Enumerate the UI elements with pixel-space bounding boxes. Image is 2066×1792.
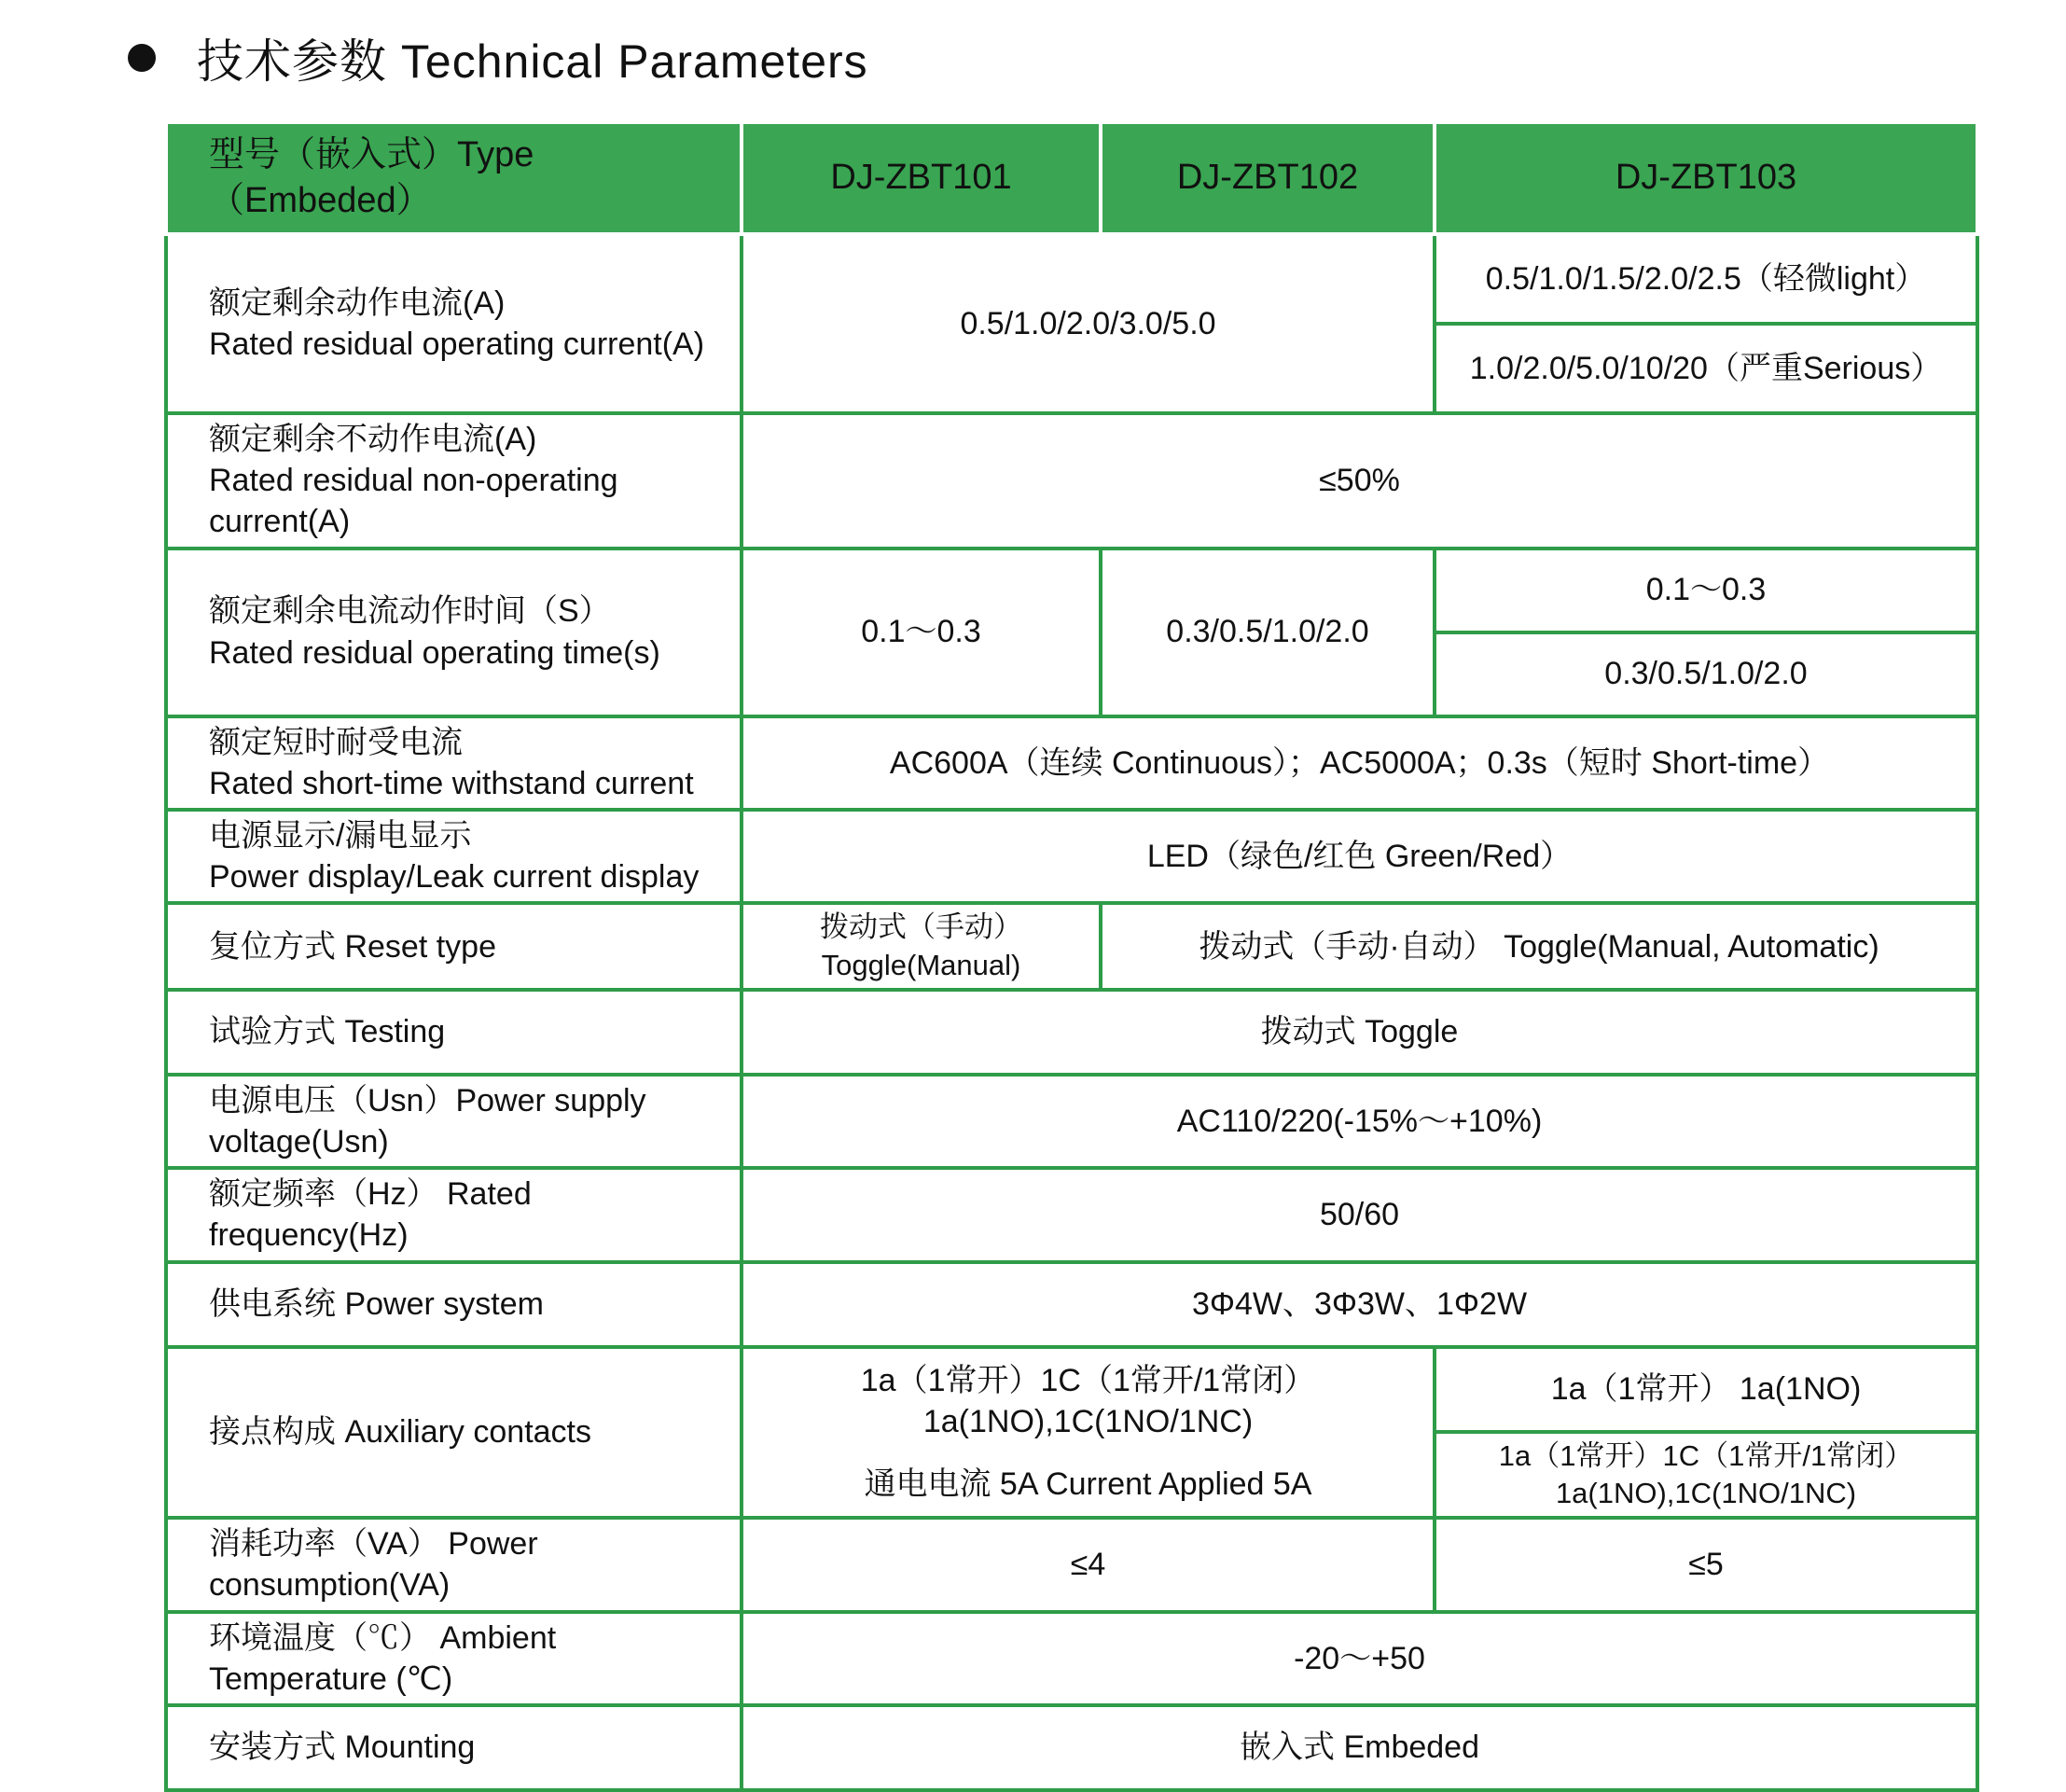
cell-rated-op-current-103-light: 0.5/1.0/1.5/2.0/2.5（轻微light）: [1435, 234, 1977, 324]
row-label-power-consumption: 消耗功率（VA） Power consumption(VA): [166, 1518, 742, 1611]
cell-op-time-103-b: 0.3/0.5/1.0/2.0: [1435, 632, 1977, 716]
cell-display: LED（绿色/红色 Green/Red）: [742, 810, 1977, 903]
row-label-short-time-withstand: 额定短时耐受电流 Rated short-time withstand current: [166, 716, 742, 810]
cell-contacts-103-a: 1a（1常开） 1a(1NO): [1435, 1347, 1977, 1432]
row-label-frequency: 额定频率（Hz） Rated frequency(Hz): [166, 1168, 742, 1261]
cell-contacts-101-102: 1a（1常开）1C（1常开/1常闭）1a(1NO),1C(1NO/1NC) 通电电流 5A Current Applied 5A: [742, 1347, 1435, 1519]
cell-mounting: 嵌入式 Embeded: [742, 1705, 1977, 1790]
cell-rated-op-current-101-102: 0.5/1.0/2.0/3.0/5.0: [742, 234, 1435, 413]
cell-contacts-103-b: 1a（1常开）1C（1常开/1常闭） 1a(1NO),1C(1NO/1NC): [1435, 1432, 1977, 1519]
table-row: [166, 1518, 1977, 1611]
row-label-temperature: 环境温度（℃） Ambient Temperature (℃): [166, 1612, 742, 1705]
cell-short-time-withstand: AC600A（连续 Continuous）；AC5000A；0.3s（短时 Short-time）: [742, 716, 1977, 810]
row-label-display: 电源显示/漏电显示 Power display/Leak current display: [166, 810, 742, 903]
table-row: [166, 903, 1977, 990]
cell-voltage: AC110/220(-15%～+10%): [742, 1075, 1977, 1168]
row-label-auxiliary-contacts: 接点构成 Auxiliary contacts: [166, 1347, 742, 1519]
cell-reset-102-103: 拨动式（手动·自动） Toggle(Manual, Automatic): [1101, 903, 1977, 990]
cell-rated-op-current-103-serious: 1.0/2.0/5.0/10/20（严重Serious）: [1435, 324, 1977, 413]
cell-consumption-101-102: ≤4: [742, 1518, 1435, 1611]
row-label-mounting: 安装方式 Mounting: [166, 1705, 742, 1790]
table-row: [166, 990, 1977, 1075]
cell-testing: 拨动式 Toggle: [742, 990, 1977, 1075]
cell-op-time-103-a: 0.1～0.3: [1435, 549, 1977, 632]
table-row: [166, 1705, 1977, 1790]
cell-consumption-103: ≤5: [1435, 1518, 1977, 1611]
header-model-103: DJ-ZBT103: [1435, 122, 1977, 234]
table-row: [166, 1168, 1977, 1261]
cell-op-time-101: 0.1～0.3: [742, 549, 1101, 716]
technical-parameters-table: [164, 120, 1979, 1792]
cell-frequency: 50/60: [742, 1168, 1977, 1261]
row-label-voltage: 电源电压（Usn）Power supply voltage(Usn): [166, 1075, 742, 1168]
row-label-rated-operating-current: 额定剩余动作电流(A) Rated residual operating current(A): [166, 234, 742, 413]
section-title: 技术参数 Technical Parameters: [197, 35, 868, 88]
table-row: [166, 1262, 1977, 1347]
row-label-reset-type: 复位方式 Reset type: [166, 903, 742, 990]
table-row: [166, 1612, 1977, 1705]
cell-power-system: 3Φ4W、3Φ3W、1Φ2W: [742, 1262, 1977, 1347]
table-row: [166, 1075, 1977, 1168]
row-label-non-operating-current: 额定剩余不动作电流(A) Rated residual non-operating current(A): [166, 413, 742, 549]
table-row: [166, 810, 1977, 903]
cell-temperature: -20～+50: [742, 1612, 1977, 1705]
cell-reset-101: 拨动式（手动）Toggle(Manual): [742, 903, 1101, 990]
table-row: [166, 716, 1977, 810]
table-row: [166, 234, 1977, 324]
section-heading: [128, 21, 868, 95]
row-label-operating-time: 额定剩余电流动作时间（S） Rated residual operating time(s): [166, 549, 742, 716]
bullet-icon: [128, 44, 156, 72]
header-type-label: 型号（嵌入式）Type （Embeded）: [166, 122, 742, 234]
row-label-power-system: 供电系统 Power system: [166, 1262, 742, 1347]
cell-non-op-current: ≤50%: [742, 413, 1977, 549]
header-model-102: DJ-ZBT102: [1101, 122, 1435, 234]
table-row: [166, 549, 1977, 632]
header-model-101: DJ-ZBT101: [742, 122, 1101, 234]
row-label-testing: 试验方式 Testing: [166, 990, 742, 1075]
table-row: [166, 413, 1977, 549]
table-header-row: [166, 122, 1977, 234]
cell-op-time-102: 0.3/0.5/1.0/2.0: [1101, 549, 1435, 716]
table-row: [166, 1347, 1977, 1432]
